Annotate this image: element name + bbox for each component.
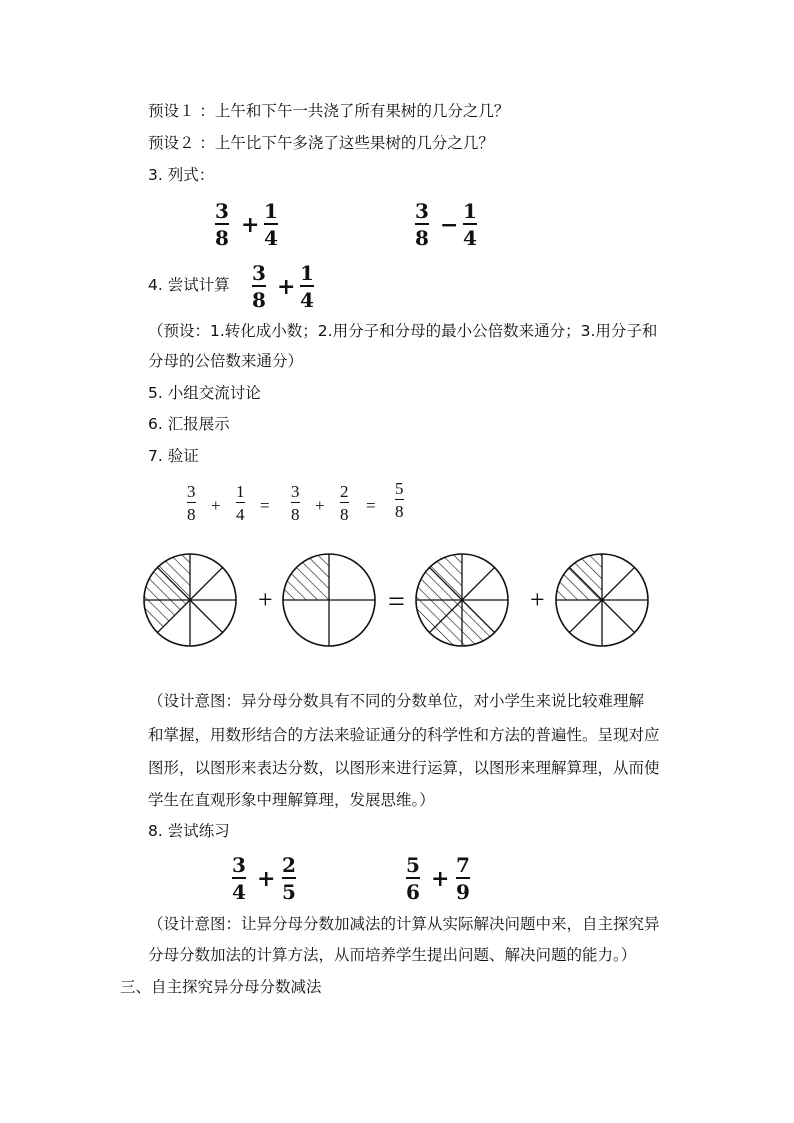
fraction-5-6: 5 6 <box>406 853 420 904</box>
fraction-1-4: 1 4 <box>463 199 477 250</box>
one-quarter-circle <box>283 554 375 646</box>
section-heading: 三、自主探究异分母分数减法 <box>120 978 322 996</box>
design-intent-1-line-4: 学生在直观形象中理解算理，发展思维。） <box>148 791 435 809</box>
fraction-2-5: 2 5 <box>282 853 296 904</box>
plus-sign: + <box>277 274 296 300</box>
plus-sign: + <box>257 866 276 892</box>
plus-sign: + <box>530 585 545 614</box>
fraction-3-8: 3 8 <box>415 199 429 250</box>
design-intent-2-line-2: 分母分数加法的计算方法，从而培养学生提出问题、解决问题的能力。） <box>148 946 637 964</box>
step-4-label: 4. 尝试计算 <box>148 276 230 294</box>
division-line <box>602 600 635 633</box>
three-eighths-circle <box>144 554 236 646</box>
equals-sign: = <box>388 585 405 618</box>
plus-sign: + <box>315 496 325 515</box>
plus-sign: + <box>431 866 450 892</box>
plus-sign: + <box>211 496 221 515</box>
fraction-7-9: 7 9 <box>456 853 470 904</box>
preset-1: 预设１ ：上午和下午一共浇了所有果树的几分之几？ <box>148 102 510 120</box>
fraction-1-4: 1 4 <box>264 199 278 250</box>
division-line <box>190 567 223 600</box>
preset-methods-line-1: （预设：1.转化成小数；2.用分子和分母的最小公倍数来通分；3.用分子和 <box>148 322 658 340</box>
division-line <box>569 600 602 633</box>
two-eighths-circle <box>556 554 648 646</box>
step-6-label: 6. 汇报展示 <box>148 415 230 433</box>
minus-sign: − <box>440 212 459 238</box>
division-line <box>190 600 223 633</box>
design-intent-1-line-2: 和掌握，用数形结合的方法来验证通分的科学性和方法的普遍性。呈现对应 <box>148 726 660 744</box>
preset-2: 预设２ ：上午比下午多浇了这些果树的几分之几？ <box>148 134 494 152</box>
step-7-label: 7. 验证 <box>148 447 199 465</box>
step-5-label: 5. 小组交流讨论 <box>148 384 261 402</box>
preset-methods-line-2: 分母的公倍数来通分） <box>148 352 304 370</box>
equals-sign: = <box>366 496 376 515</box>
plus-sign: + <box>241 212 260 238</box>
fraction-1-4: 1 4 <box>236 482 245 524</box>
division-line <box>602 567 635 600</box>
fraction-2-8: 2 8 <box>340 482 349 524</box>
design-intent-2-line-1: （设计意图：让异分母分数加减法的计算从实际解决问题中来，自主探究异 <box>148 915 660 933</box>
equals-sign: = <box>260 496 270 515</box>
fraction-3-8: 3 8 <box>291 482 300 524</box>
five-eighths-circle <box>416 554 508 646</box>
design-intent-1-line-1: （设计意图：异分母分数具有不同的分数单位，对小学生来说比较难理解 <box>148 692 645 710</box>
fraction-1-4: 1 4 <box>300 261 314 312</box>
fraction-3-8: 3 8 <box>215 199 229 250</box>
fraction-3-4: 3 4 <box>232 853 246 904</box>
step-3-label: 3. 列式： <box>148 166 215 184</box>
plus-sign: + <box>258 585 273 614</box>
division-line <box>462 567 495 600</box>
fraction-3-8: 3 8 <box>187 482 196 524</box>
design-intent-1-line-3: 图形，以图形来表达分数，以图形来进行运算，以图形来理解算理，从而使 <box>148 759 660 777</box>
step-8-label: 8. 尝试练习 <box>148 822 230 840</box>
fraction-3-8: 3 8 <box>252 261 266 312</box>
fraction-5-8: 5 8 <box>395 479 404 521</box>
